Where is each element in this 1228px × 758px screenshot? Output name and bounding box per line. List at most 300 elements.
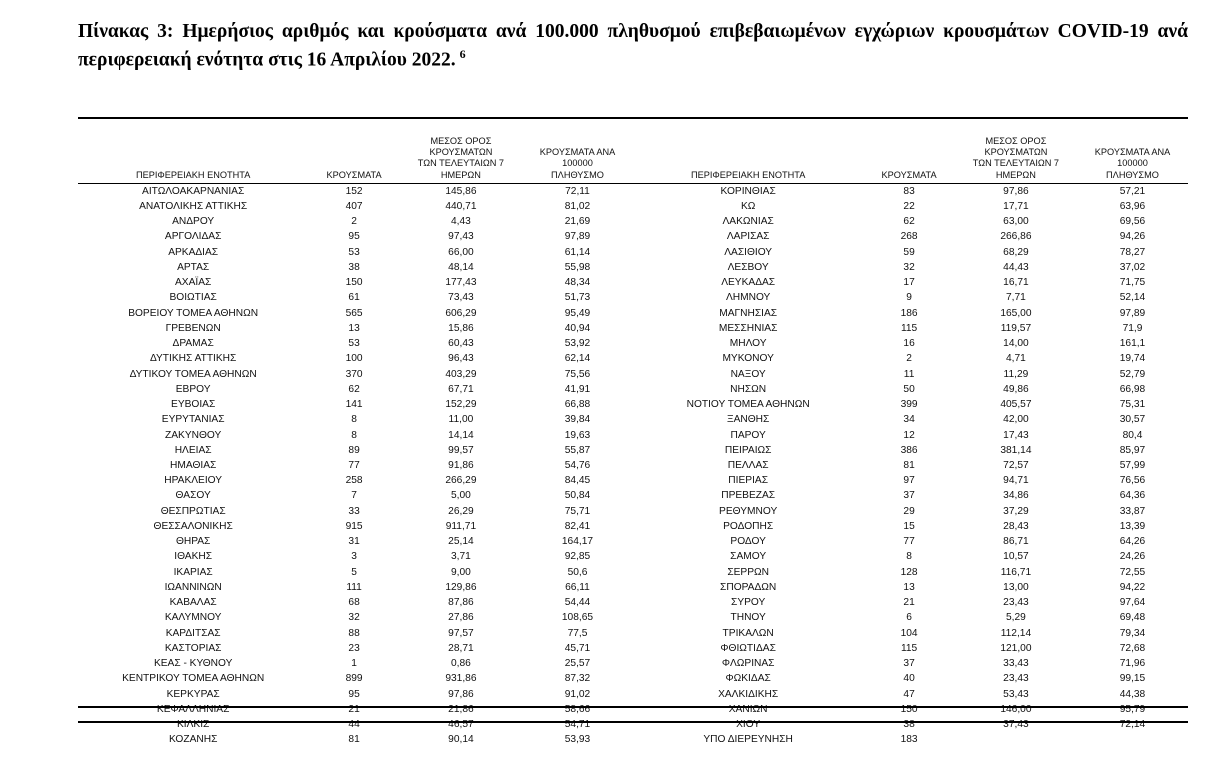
- cell-region: ΘΕΣΠΡΩΤΙΑΣ: [160, 505, 226, 517]
- cell-per100k: 45,71: [564, 642, 591, 654]
- cell-cases: 111: [346, 581, 362, 593]
- cell-avg7: 5,00: [451, 490, 471, 502]
- cell-cases: 399: [900, 399, 918, 411]
- cell-cases: 3: [351, 551, 357, 563]
- cell-per100k: 55,98: [564, 261, 591, 273]
- cell-avg7: 381,14: [1000, 444, 1032, 456]
- cell-region: ΤΗΝΟΥ: [730, 612, 766, 624]
- cell-per100k: 92,85: [564, 551, 591, 563]
- column-header-avg7-line2: ΤΩΝ ΤΕΛΕΥΤΑΙΩΝ 7 ΗΜΕΡΩΝ: [417, 158, 505, 180]
- table-row: [633, 626, 1188, 641]
- column-header-avg7-line1: ΜΕΣΟΣ ΟΡΟΣ ΚΡΟΥΣΜΑΤΩΝ: [429, 136, 493, 158]
- cell-per100k: 75,31: [1119, 399, 1146, 411]
- cell-region: ΦΛΩΡΙΝΑΣ: [721, 658, 775, 670]
- cell-region: ΔΡΑΜΑΣ: [172, 338, 214, 350]
- cell-region: ΕΒΡΟΥ: [175, 383, 211, 395]
- cell-cases: 62: [348, 383, 360, 395]
- cell-cases: 115: [900, 322, 918, 334]
- cell-cases: 899: [345, 673, 363, 685]
- cell-per100k: 53,93: [564, 734, 591, 746]
- table-row: [633, 580, 1188, 595]
- cell-cases: 37: [903, 658, 915, 670]
- column-header-per100k: [1077, 136, 1188, 183]
- table-caption-text: Ημερήσιος αριθμός και κρούσματα ανά 100.000 πληθυσμού επιβεβαιωμένων εγχώριων κρουσμάτων COVID-19 ανά περιφερειακή ενότητα στις 16 Απριλίου 2022.: [78, 21, 1189, 71]
- cell-per100k: 53,92: [564, 338, 591, 350]
- cell-per100k: 40,94: [564, 322, 591, 334]
- cell-per100k: 95,79: [1119, 703, 1146, 715]
- cell-per100k: 57,21: [1119, 185, 1146, 197]
- cell-region: ΠΡΕΒΕΖΑΣ: [721, 490, 776, 502]
- cell-avg7: 28,71: [448, 642, 474, 654]
- table-row: [633, 230, 1188, 245]
- cell-avg7: 21,86: [448, 703, 474, 715]
- cell-avg7: 10,57: [1003, 551, 1029, 563]
- column-header-per100k-line2: ΠΛΗΘΥΣΜΟ: [551, 169, 604, 180]
- cell-region: ΣΠΟΡΑΔΩΝ: [720, 581, 777, 593]
- cell-cases: 47: [903, 688, 915, 700]
- cell-per100k: 72,68: [1119, 642, 1146, 654]
- table-row: [633, 183, 1188, 199]
- cell-cases: 2: [906, 353, 912, 365]
- cell-cases: 8: [351, 429, 357, 441]
- cell-region: ΒΟΙΩΤΙΑΣ: [169, 292, 217, 304]
- cell-avg7: 72,57: [1003, 459, 1029, 471]
- cell-region: ΜΥΚΟΝΟΥ: [722, 353, 774, 365]
- cell-per100k: 61,14: [564, 246, 591, 258]
- cell-avg7: 119,57: [1000, 322, 1032, 334]
- cell-avg7: 11,29: [1003, 368, 1029, 380]
- cell-per100k: 25,57: [564, 658, 591, 670]
- table-row: [78, 626, 633, 641]
- left-table: [78, 136, 633, 749]
- cell-per100k: 75,71: [564, 505, 591, 517]
- cell-per100k: 97,89: [564, 231, 591, 243]
- cell-avg7: 53,43: [1003, 688, 1029, 700]
- cell-cases: 38: [348, 261, 360, 273]
- cell-per100k: 66,98: [1119, 383, 1146, 395]
- cell-per100k: 58,66: [564, 703, 591, 715]
- cell-per100k: 75,56: [564, 368, 591, 380]
- cell-cases: 13: [903, 581, 915, 593]
- cell-region: ΑΝΔΡΟΥ: [172, 216, 215, 228]
- cell-avg7: 44,43: [1003, 261, 1029, 273]
- table-caption: [78, 18, 1188, 75]
- cell-region: ΜΗΛΟΥ: [729, 338, 767, 350]
- cell-cases: 32: [348, 612, 360, 624]
- cell-avg7: 37,29: [1003, 505, 1029, 517]
- right-table-body: [633, 183, 1188, 748]
- cell-region: ΜΕΣΣΗΝΙΑΣ: [718, 322, 778, 334]
- cell-per100k: 64,26: [1119, 536, 1146, 548]
- cell-per100k: 69,56: [1119, 216, 1146, 228]
- cell-cases: 53: [348, 246, 360, 258]
- right-table-wrapper: [633, 136, 1188, 749]
- table-row: [78, 351, 633, 366]
- cell-avg7: 60,43: [448, 338, 474, 350]
- cell-per100k: 91,02: [564, 688, 591, 700]
- cell-avg7: [955, 732, 1077, 748]
- cell-region: ΚΟΡΙΝΘΙΑΣ: [720, 185, 776, 197]
- cell-per100k: 72,14: [1119, 718, 1146, 730]
- cell-cases: 95: [348, 231, 360, 243]
- cell-region: ΘΗΡΑΣ: [175, 536, 211, 548]
- cell-per100k: 66,11: [565, 581, 590, 593]
- column-header-per100k-line1: ΚΡΟΥΣΜΑΤΑ ΑΝΑ 100000: [539, 147, 616, 169]
- cell-region: ΠΕΙΡΑΙΩΣ: [724, 444, 772, 456]
- cell-region: ΔΥΤΙΚΗΣ ΑΤΤΙΚΗΣ: [149, 353, 237, 365]
- cell-region: ΑΝΑΤΟΛΙΚΗΣ ΑΤΤΙΚΗΣ: [139, 201, 248, 212]
- table-row: [633, 214, 1188, 229]
- table-row: [633, 458, 1188, 473]
- table-row: [633, 275, 1188, 290]
- cell-per100k: 78,27: [1119, 246, 1146, 258]
- cell-cases: 2: [351, 216, 357, 228]
- table-row: [78, 610, 633, 625]
- cell-cases: 17: [903, 277, 915, 289]
- table-row: [78, 519, 633, 534]
- table-row: [633, 367, 1188, 382]
- column-header-avg7-line2: ΤΩΝ ΤΕΛΕΥΤΑΙΩΝ 7 ΗΜΕΡΩΝ: [972, 158, 1060, 180]
- cell-avg7: 266,86: [1000, 231, 1032, 243]
- cell-region: ΚΩ: [740, 201, 756, 212]
- table-row: [78, 275, 633, 290]
- cell-region: ΑΧΑΪΑΣ: [175, 277, 212, 289]
- cell-avg7: 3,71: [451, 551, 471, 563]
- cell-per100k: 99,15: [1119, 673, 1146, 685]
- table-row: [78, 306, 633, 321]
- cell-avg7: 4,43: [451, 216, 471, 228]
- cell-cases: 565: [345, 307, 363, 319]
- cell-per100k: 54,76: [564, 459, 591, 471]
- cell-cases: 62: [903, 216, 915, 228]
- cell-avg7: 68,29: [1003, 246, 1029, 258]
- table-row: [78, 717, 633, 732]
- cell-avg7: 73,43: [448, 292, 474, 304]
- table-row: [633, 321, 1188, 336]
- cell-avg7: 87,86: [448, 597, 474, 609]
- cell-region: ΗΛΕΙΑΣ: [174, 444, 212, 456]
- cell-region: ΧΑΝΙΩΝ: [728, 703, 768, 715]
- left-table-wrapper: [78, 136, 633, 749]
- table-row: [78, 534, 633, 549]
- document-page: [0, 18, 1228, 758]
- cell-per100k: 13,39: [1119, 520, 1146, 532]
- cell-region: ΧΑΛΚΙΔΙΚΗΣ: [718, 688, 779, 700]
- cell-avg7: 27,86: [448, 612, 474, 624]
- cell-cases: 97: [903, 475, 915, 487]
- cell-avg7: 99,57: [448, 444, 474, 456]
- table-row: [633, 291, 1188, 306]
- cell-per100k: 97,64: [1119, 597, 1146, 609]
- table-row: [78, 580, 633, 595]
- table-row: [78, 687, 633, 702]
- cell-avg7: 145,86: [445, 185, 477, 197]
- cell-region: ΛΑΡΙΣΑΣ: [726, 231, 770, 243]
- table-row: [633, 595, 1188, 610]
- cell-cases: 22: [903, 201, 915, 212]
- table-number-label: Πίνακας 3:: [78, 21, 174, 42]
- cell-avg7: 17,71: [1003, 201, 1029, 212]
- table-row: [78, 443, 633, 458]
- cell-cases: 34: [903, 414, 915, 426]
- cell-avg7: 33,43: [1003, 658, 1029, 670]
- cell-per100k: 19,63: [564, 429, 591, 441]
- cell-cases: 915: [345, 520, 363, 532]
- cell-avg7: 23,43: [1003, 597, 1029, 609]
- cell-per100k: 48,34: [564, 277, 591, 289]
- cell-avg7: 37,43: [1003, 718, 1029, 730]
- cell-avg7: 94,71: [1003, 475, 1029, 487]
- cell-cases: 16: [903, 338, 915, 350]
- cell-avg7: 49,86: [1003, 383, 1029, 395]
- cell-region: ΗΡΑΚΛΕΙΟΥ: [164, 475, 223, 487]
- cell-cases: 186: [900, 307, 918, 319]
- cell-region: ΦΩΚΙΔΑΣ: [725, 673, 771, 685]
- table-row: [633, 550, 1188, 565]
- cell-cases: 386: [900, 444, 918, 456]
- cell-avg7: 911,71: [445, 520, 477, 532]
- cell-avg7: 146,00: [1000, 703, 1032, 715]
- cell-avg7: 97,43: [448, 231, 474, 243]
- table-row: [78, 565, 633, 580]
- cell-cases: 13: [348, 322, 360, 334]
- cell-region: ΕΥΒΟΙΑΣ: [171, 399, 216, 411]
- cell-avg7: 26,29: [448, 505, 474, 517]
- cell-per100k: [1077, 732, 1188, 748]
- cell-cases: 150: [900, 703, 918, 715]
- cell-avg7: 606,29: [445, 307, 477, 319]
- table-row: [633, 245, 1188, 260]
- table-row: [633, 519, 1188, 534]
- cell-per100k: 50,6: [567, 566, 588, 578]
- cell-cases: 81: [903, 459, 915, 471]
- cell-region: ΖΑΚΥΝΘΟΥ: [165, 429, 222, 441]
- table-row: [78, 367, 633, 382]
- table-row: [78, 230, 633, 245]
- cell-per100k: 85,97: [1119, 444, 1146, 456]
- cell-per100k: 69,48: [1119, 612, 1146, 624]
- cell-per100k: 79,34: [1119, 627, 1146, 639]
- table-row: [633, 687, 1188, 702]
- cell-region: ΣΥΡΟΥ: [731, 597, 766, 609]
- cell-avg7: 23,43: [1003, 673, 1029, 685]
- cell-region: ΓΡΕΒΕΝΩΝ: [165, 322, 221, 334]
- cell-cases: 407: [345, 201, 363, 212]
- table-row: [633, 199, 1188, 214]
- cell-region: ΠΑΡΟΥ: [730, 429, 766, 441]
- table-row: [78, 428, 633, 443]
- cell-avg7: 63,00: [1003, 216, 1029, 228]
- cell-per100k: 82,41: [564, 520, 591, 532]
- cell-per100k: 54,44: [564, 597, 591, 609]
- cell-avg7: 46,57: [448, 718, 474, 730]
- cell-region: ΣΑΜΟΥ: [730, 551, 767, 563]
- cell-region: ΗΜΑΘΙΑΣ: [170, 459, 217, 471]
- cell-cases: 81: [348, 734, 360, 746]
- tables-container: [78, 136, 1188, 749]
- table-row: [633, 306, 1188, 321]
- table-row: [78, 641, 633, 656]
- column-header-region: ΠΕΡΙΦΕΡΕΙΑΚΗ ΕΝΟΤΗΤΑ: [633, 136, 863, 183]
- cell-per100k: 108,65: [561, 612, 594, 624]
- cell-cases: 23: [348, 642, 360, 654]
- cell-region: ΝΑΞΟΥ: [730, 368, 766, 380]
- cell-avg7: 15,86: [448, 322, 474, 334]
- column-header-per100k-line1: ΚΡΟΥΣΜΑΤΑ ΑΝΑ 100000: [1094, 147, 1171, 169]
- cell-region: ΡΕΘΥΜΝΟΥ: [719, 505, 778, 517]
- table-row: [78, 183, 633, 199]
- cell-per100k: 87,32: [564, 673, 591, 685]
- cell-cases: 258: [345, 475, 363, 487]
- table-row: [78, 199, 633, 214]
- cell-cases: 370: [345, 368, 363, 380]
- column-header-avg7: [955, 136, 1077, 183]
- cell-cases: 268: [900, 231, 918, 243]
- cell-per100k: 33,87: [1119, 505, 1146, 517]
- cell-per100k: 19,74: [1119, 353, 1146, 365]
- column-header-cases: ΚΡΟΥΣΜΑΤΑ: [863, 136, 955, 183]
- cell-region: ΥΠΟ ΔΙΕΡΕΥΝΗΣΗ: [703, 734, 793, 746]
- cell-cases: 83: [903, 185, 915, 197]
- table-row: [78, 321, 633, 336]
- cell-region: ΙΩΑΝΝΙΝΩΝ: [164, 581, 222, 593]
- table-row: [78, 656, 633, 671]
- table-row: [633, 656, 1188, 671]
- cell-cases: 104: [900, 627, 918, 639]
- column-header-avg7: [400, 136, 522, 183]
- cell-avg7: 4,71: [1006, 353, 1026, 365]
- cell-region: ΘΑΣΟΥ: [175, 490, 211, 502]
- table-row: [78, 382, 633, 397]
- cell-cases: 152: [345, 185, 363, 197]
- table-row: [78, 260, 633, 275]
- cell-cases: 8: [351, 414, 357, 426]
- cell-region: ΚΟΖΑΝΗΣ: [168, 734, 218, 746]
- cell-per100k: 52,79: [1119, 368, 1146, 380]
- table-row: [633, 412, 1188, 427]
- cell-per100k: 41,91: [564, 383, 591, 395]
- table-row: [78, 550, 633, 565]
- cell-region: ΝΟΤΙΟΥ ΤΟΜΕΑ ΑΘΗΝΩΝ: [686, 399, 810, 411]
- table-row: [78, 397, 633, 412]
- cell-avg7: 28,43: [1003, 520, 1029, 532]
- cell-cases: 53: [348, 338, 360, 350]
- cell-cases: 100: [345, 353, 363, 365]
- cell-cases: 21: [348, 703, 360, 715]
- cell-region: ΤΡΙΚΑΛΩΝ: [722, 627, 774, 639]
- cell-cases: 89: [348, 444, 360, 456]
- cell-cases: 6: [906, 612, 912, 624]
- cell-per100k: 161,1: [1119, 338, 1146, 350]
- table-row: [633, 260, 1188, 275]
- cell-avg7: 7,71: [1006, 292, 1026, 304]
- cell-avg7: 121,00: [1000, 642, 1032, 654]
- cell-region: ΑΡΚΑΔΙΑΣ: [168, 246, 219, 258]
- cell-per100k: 72,11: [565, 185, 590, 197]
- table-header-row: [78, 136, 633, 183]
- cell-avg7: 165,00: [1000, 307, 1032, 319]
- cell-avg7: 90,14: [448, 734, 474, 746]
- table-row: [633, 641, 1188, 656]
- cell-avg7: 97,86: [1003, 185, 1029, 197]
- cell-avg7: 42,00: [1003, 414, 1029, 426]
- table-row: [633, 473, 1188, 488]
- cell-per100k: 76,56: [1119, 475, 1146, 487]
- cell-region: ΚΕΦΑΛΛΗΝΙΑΣ: [156, 703, 230, 715]
- cell-region: ΙΘΑΚΗΣ: [174, 551, 213, 563]
- cell-region: ΚΕΑΣ - ΚΥΘΝΟΥ: [153, 658, 233, 670]
- table-row: [633, 610, 1188, 625]
- table-row: [633, 534, 1188, 549]
- cell-avg7: 152,29: [445, 399, 477, 411]
- cell-avg7: 0,86: [451, 658, 471, 670]
- cell-avg7: 112,14: [1000, 627, 1032, 639]
- table-row: [78, 245, 633, 260]
- right-table: [633, 136, 1188, 749]
- cell-cases: 68: [348, 597, 360, 609]
- cell-region: ΚΑΣΤΟΡΙΑΣ: [164, 642, 222, 654]
- cell-avg7: 9,00: [451, 566, 471, 578]
- table-row: [78, 291, 633, 306]
- cell-avg7: 34,86: [1003, 490, 1029, 502]
- cell-cases: 59: [903, 246, 915, 258]
- table-row: [633, 671, 1188, 686]
- cell-per100k: 95,49: [564, 307, 591, 319]
- cell-per100k: 94,22: [1119, 581, 1146, 593]
- cell-region: ΚΑΛΥΜΝΟΥ: [164, 612, 222, 624]
- table-row: [633, 397, 1188, 412]
- cell-cases: 88: [348, 627, 360, 639]
- cell-cases: 11: [903, 368, 915, 380]
- cell-cases: 95: [348, 688, 360, 700]
- column-header-per100k-line2: ΠΛΗΘΥΣΜΟ: [1106, 169, 1159, 180]
- cell-cases: 38: [903, 718, 915, 730]
- cell-per100k: 71,9: [1122, 322, 1143, 334]
- section-closing-rule: [78, 721, 1188, 723]
- cell-region: ΛΗΜΝΟΥ: [725, 292, 771, 304]
- table-row: [78, 336, 633, 351]
- cell-region: ΑΡΤΑΣ: [177, 261, 210, 273]
- cell-region: ΚΑΡΔΙΤΣΑΣ: [165, 627, 221, 639]
- cell-cases: 21: [903, 597, 915, 609]
- table-row: [633, 702, 1188, 717]
- table-row: [633, 336, 1188, 351]
- cell-cases: 115: [900, 642, 918, 654]
- cell-region: ΠΕΛΛΑΣ: [727, 459, 769, 471]
- cell-per100k: 24,26: [1119, 551, 1146, 563]
- table-bottom-rule: [78, 706, 1188, 708]
- table-row: [633, 382, 1188, 397]
- cell-per100k: 37,02: [1119, 261, 1146, 273]
- cell-region: ΧΙΟΥ: [736, 718, 761, 730]
- cell-region: ΚΑΒΑΛΑΣ: [169, 597, 217, 609]
- cell-per100k: 30,57: [1119, 414, 1146, 426]
- cell-per100k: 164,17: [561, 536, 594, 548]
- table-row: [78, 671, 633, 686]
- cell-region: ΙΚΑΡΙΑΣ: [173, 566, 213, 578]
- cell-avg7: 931,86: [445, 673, 477, 685]
- cell-cases: 44: [348, 718, 360, 730]
- cell-avg7: 86,71: [1003, 536, 1029, 548]
- cell-avg7: 16,71: [1003, 277, 1029, 289]
- cell-region: ΡΟΔΟΠΗΣ: [723, 520, 774, 532]
- cell-avg7: 13,00: [1003, 581, 1029, 593]
- cell-region: ΚΙΛΚΙΣ: [176, 718, 210, 730]
- cell-avg7: 96,43: [448, 353, 474, 365]
- cell-cases: 7: [351, 490, 357, 502]
- cell-region: ΛΑΚΩΝΙΑΣ: [722, 216, 774, 228]
- table-row: [633, 489, 1188, 504]
